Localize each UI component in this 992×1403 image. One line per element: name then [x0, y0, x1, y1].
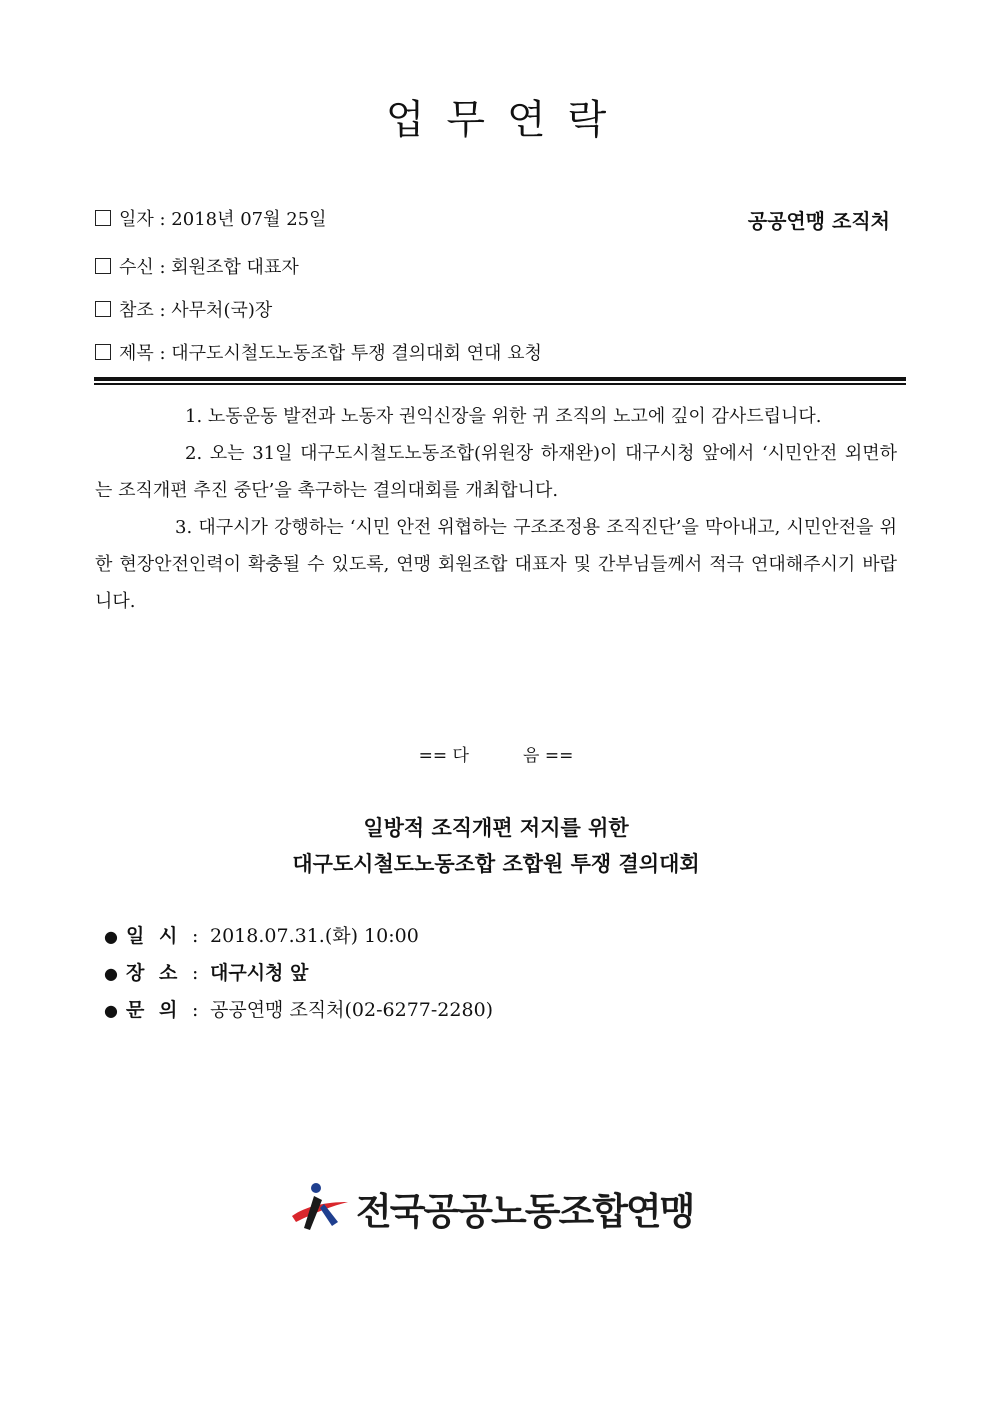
checkbox-icon [95, 344, 111, 360]
detail-row-contact: ● 문 의 : 공공연맹 조직처(02-6277-2280) [104, 992, 493, 1029]
divider-thick [94, 377, 906, 381]
meta-recipient: 수신 : 회원조합 대표자 [95, 253, 299, 279]
union-emblem-icon [288, 1178, 358, 1238]
sender: 공공연맹 조직처 [747, 209, 890, 233]
detail-row-time: ● 일 시 : 2018.07.31.(화) 10:00 [104, 918, 493, 955]
detail-row-place: ● 장 소 : 대구시청 앞 [104, 955, 493, 992]
event-headline-1: 일방적 조직개편 저지를 위한 [363, 816, 629, 840]
checkbox-icon [95, 301, 111, 317]
event-headline-2: 대구도시철도노동조합 조합원 투쟁 결의대회 [292, 852, 700, 876]
event-details [104, 918, 493, 1029]
bullet-icon: ● [104, 964, 118, 983]
meta-subject: 제목 : 대구도시철도노동조합 투쟁 결의대회 연대 요청 [95, 339, 542, 365]
checkbox-icon [95, 210, 111, 226]
meta-date: 일자 : 2018년 07월 25일 [95, 205, 327, 231]
union-logo [288, 1178, 708, 1238]
divider-thin [94, 383, 906, 385]
document-title: 업무연락 [385, 97, 629, 143]
paragraph-1: 1. 노동운동 발전과 노동자 권익신장을 위한 귀 조직의 노고에 깊이 감사드립니다. [185, 406, 822, 427]
notice-heading: == 다 음 == [418, 746, 574, 766]
body-text [95, 398, 897, 620]
checkbox-icon [95, 258, 111, 274]
union-logo-text: 전국공공노동조합연맹 [356, 1190, 694, 1233]
paragraph-3: 3. 대구시가 강행하는 ‘시민 안전 위협하는 구조조정용 조직진단’을 막아내고, 시민안전을 위한 현장안전인력이 확충될 수 있도록, 연맹 회원조합 대표자 및 간부님들께서 적극 연대해주시기 바랍니다. [95, 517, 897, 612]
bullet-icon: ● [104, 927, 118, 946]
bullet-icon: ● [104, 1001, 118, 1020]
meta-reference: 참조 : 사무처(국)장 [95, 296, 272, 322]
paragraph-2: 2. 오는 31일 대구도시철도노동조합(위원장 하재완)이 대구시청 앞에서 ‘시민안전 외면하는 조직개편 추진 중단’을 촉구하는 결의대회를 개최합니다. [95, 443, 897, 501]
